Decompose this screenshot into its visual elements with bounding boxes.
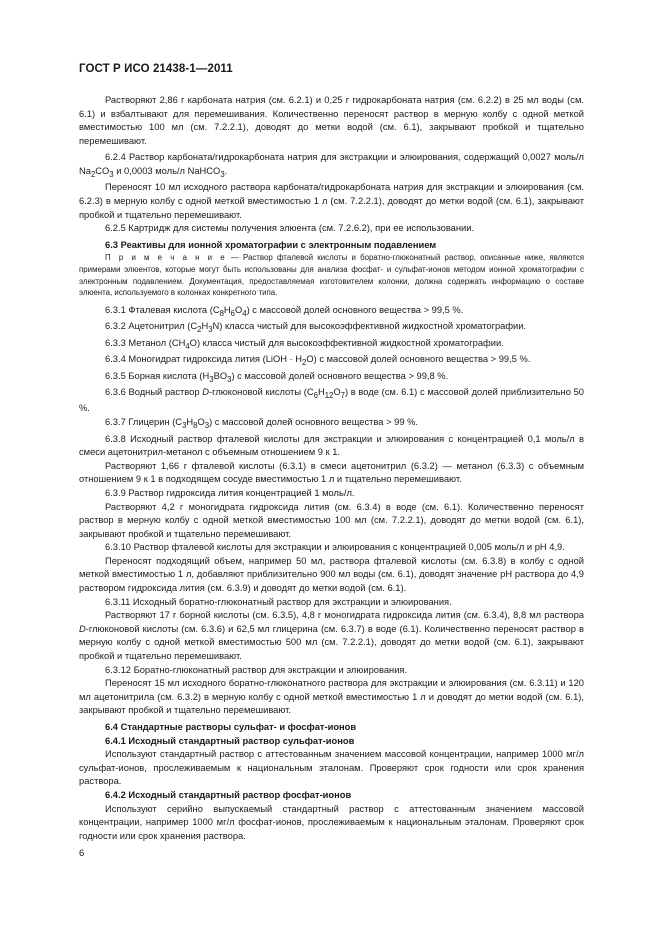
paragraph-6-3-12: 6.3.12 Боратно-глюконатный раствор для экстракции и элюирования. — [105, 664, 408, 675]
section-heading-6-4: 6.4 Стандартные растворы сульфат- и фосфат-ионов — [105, 722, 357, 732]
paragraph-6-3-8: 6.3.8 Исходный раствор фталевой кислоты для экстракции и элюирования с концентрацией 0,1 моль/л в смеси ацетонитрил-метанол с объемным отношением 9 к 1. — [79, 433, 584, 458]
text-run: H — [317, 387, 325, 398]
subscript: 2 — [197, 325, 202, 335]
paragraph: Растворяют 1,66 г фталевой кислоты (6.3.1) в смеси ацетонитрил (6.3.2) — метанол (6.3.3) с объемным отношением 9 к 1 в подходящем сосуде вместимостью 1 л и тщательно перемешивают. — [79, 460, 584, 485]
text-run: O) класса чистый для высокоэффективной жидкостной хроматографии. — [189, 337, 504, 348]
text-run: H — [201, 321, 209, 332]
subscript: 8 — [193, 420, 198, 430]
paragraph: Используют стандартный раствор с аттестованным значением массовой концентрации, например 1000 мг/л сульфат-ионов, прослеживаемым к национальным эталонам. Проверяют срок годности или срок хранения раствора. — [79, 749, 584, 787]
subscript: 3 — [109, 169, 114, 179]
subscript: 7 — [340, 390, 345, 400]
text-run: N) класса чистый для высокоэффективной жидкостной хроматографии. — [212, 321, 527, 332]
note — [79, 252, 584, 298]
text-run: -глюконовой кислоты (см. 6.3.6) и 62,5 мл глицерина (см. 6.3.7) в воде (6.1). Количественно переносят раствор в мерную колбу с одной меткой вместимостью 500 мл (см. 7.2.2.1), доводят до метки водой (см. 6.1), закрывают пробкой и тщательно перемешивают. — [79, 623, 584, 662]
text-run: 6.3.4 Моногидрат гидроксида лития (LiOH · H — [105, 354, 303, 365]
paragraph: Растворяют 4,2 г моногидрата гидроксида лития (см. 6.3.4) в воде (см. 6.1). Количественно переносят раствор в мерную колбу с одной меткой вместимостью 100 мл (см. 7.2.2.1), доводят до метки водой (см. 6.1), закрывают пробкой и тщательно перемешивают. — [79, 501, 584, 539]
subscript: 6 — [230, 308, 235, 318]
subscript: 3 — [182, 420, 187, 430]
text-run: . — [224, 165, 228, 176]
text-run: ) с массовой долей основного вещества > 99,8 %. — [231, 370, 449, 381]
paragraph-6-3-10: 6.3.10 Раствор фталевой кислоты для экстракции и элюирования с концентрацией 0,005 моль/л и pH 4,9. — [105, 542, 565, 553]
document-body — [79, 94, 584, 843]
text-run: 6.3.6 Водный раствор — [105, 387, 203, 398]
page-number: 6 — [79, 848, 85, 859]
note-text: — Раствор фталевой кислоты и боратно-глюконатный раствор, описанные ниже, являются примерами элюентов, которые могут быть использованы для анализа фосфат- и сульфат-ионов методом ионной хроматографии с электронным подавлением. Документация, предоставляемая изготовителем колонки, должна содержать информацию о составе элюента, используемого в колонках конкретного типа. — [79, 253, 584, 298]
paragraph-6-3-6 — [79, 386, 584, 416]
text-run: 6.3.3 Метанол (CH — [105, 337, 186, 348]
text-run: CO — [95, 165, 110, 176]
subscript: 3 — [227, 374, 232, 384]
subscript: 3 — [208, 325, 213, 335]
italic-run: D — [79, 623, 86, 634]
subscript: 3 — [209, 374, 214, 384]
paragraph-6-3-9: 6.3.9 Раствор гидроксида лития концентрацией 1 моль/л. — [105, 487, 355, 498]
text-run: O — [333, 387, 341, 398]
text-run: ) в воде (см. 6.1) с массовой долей приблизительно 50 %. — [79, 387, 585, 414]
paragraph-6-3-3 — [79, 337, 584, 353]
text-run: O — [234, 304, 243, 315]
subscript: 8 — [219, 308, 224, 318]
subscript: 3 — [204, 420, 210, 430]
text-run: -глюконовой кислоты (C — [209, 387, 314, 398]
paragraph: Используют серийно выпускаемый стандартный раствор с аттестованным значением массовой концентрации, например 1000 мг/л фосфат-ионов, прослеживаемым к национальным эталонам. Проверяют срок годности или срок хранения раствора. — [79, 803, 584, 841]
paragraph-6-2-4 — [79, 151, 584, 181]
paragraph-6-3-5 — [79, 370, 584, 386]
subscript: 4 — [185, 341, 190, 351]
text-run: BO — [213, 370, 228, 381]
paragraph-6-3-4 — [79, 353, 584, 369]
section-heading-6-3: 6.3 Реактивы для ионной хроматографии с электронным подавлением — [105, 239, 437, 250]
paragraph-6-2-5: 6.2.5 Картридж для системы получения элюента (см. 7.2.6.2), при ее использовании. — [105, 223, 475, 234]
text-run: O) с массовой долей основного вещества > 99,5 %. — [306, 354, 531, 365]
text-run: O — [197, 417, 205, 428]
paragraph: Растворяют 2,86 г карбоната натрия (см. 6.2.1) и 0,25 г гидрокарбоната натрия (см. 6.2.2) в 25 мл воды (см. 6.1) и взбалтывают для перемешивания. Количественно переносят раствор в мерную колбу с одной меткой вместимостью 100 мл (см. 7.2.2.1), доводят до метки водой (см. 6.1), закрывают пробкой и тщательно перемешивают. — [79, 95, 584, 146]
subscript: 2 — [90, 169, 96, 179]
document-header: ГОСТ Р ИСО 21438-1—2011 — [79, 63, 233, 75]
text-run: 6.3.7 Глицерин (C — [105, 417, 183, 428]
paragraph: Переносят 15 мл исходного боратно-глюконатного раствора для экстракции и элюирования (см. 6.3.11) и 120 мл ацетонитрила (см. 6.3.2) в мерную колбу с одной меткой вместимостью 1 л и доводят до метки водой (см. 6.1), закрывают пробкой и тщательно перемешивают. — [79, 678, 584, 716]
italic-run: D — [202, 387, 210, 398]
subsection-heading-6-4-2: 6.4.2 Исходный стандартный раствор фосфат-ионов — [105, 789, 352, 800]
text-run: H — [223, 304, 231, 315]
subscript: 4 — [242, 308, 247, 318]
paragraph-6-3-1 — [79, 304, 584, 320]
text-run: 6.3.2 Ацетонитрил (C — [105, 321, 198, 332]
text-run: 6.3.1 Фталевая кислота (C — [105, 304, 220, 315]
paragraph — [79, 609, 584, 663]
text-run: Растворяют 17 г борной кислоты (см. 6.3.5), 4,8 г моногидрата гидроксида лития (см. 6.3.4), 8,8 мл раствора — [105, 610, 584, 621]
text-run: ) с массовой долей основного вещества > 99,5 %. — [246, 304, 464, 315]
text-run: 6.3.5 Борная кислота (H — [105, 370, 210, 381]
subscript: 6 — [313, 390, 318, 400]
text-run: H — [186, 417, 194, 428]
text-run: ) с массовой долей основного вещества > 99 %. — [209, 417, 419, 428]
subscript: 2 — [302, 357, 307, 367]
paragraph-6-3-2 — [79, 320, 584, 336]
paragraph: Переносят 10 мл исходного раствора карбоната/гидрокарбоната натрия для экстракции и элюирования (см. 6.2.3) в мерную колбу с одной меткой вместимостью 1 л (см. 7.2.2.1), доводят до метки водой (см. 6.1), закрывают пробкой и тщательно перемешивают. — [79, 182, 584, 220]
text-run: и 0,0003 моль/л NaHCO — [113, 165, 221, 176]
text-run: 6.2.4 Раствор карбоната/гидрокарбоната натрия для экстракции и элюирования, содержащий 0,0027 моль/л Na — [79, 152, 584, 176]
paragraph: Переносят подходящий объем, например 50 мл, раствора фталевой кислоты (см. 6.3.8) в колбу с одной меткой вместимостью 1 л, добавляют приблизительно 900 мл воды (см. 6.1), доводят значение pH раствора до 4,9 раствором гидроксида лития (см. 6.3.9) и доводят до метки водой (см. 6.1). — [79, 555, 584, 594]
subscript: 12 — [324, 390, 334, 400]
subsection-heading-6-4-1: 6.4.1 Исходный стандартный раствор сульфат-ионов — [105, 735, 355, 746]
paragraph-6-3-7 — [79, 416, 584, 432]
subscript: 3 — [220, 169, 225, 179]
paragraph-6-3-11: 6.3.11 Исходный боратно-глюконатный раствор для экстракции и элюирования. — [105, 596, 452, 607]
note-label: П р и м е ч а н и е — [105, 253, 227, 263]
